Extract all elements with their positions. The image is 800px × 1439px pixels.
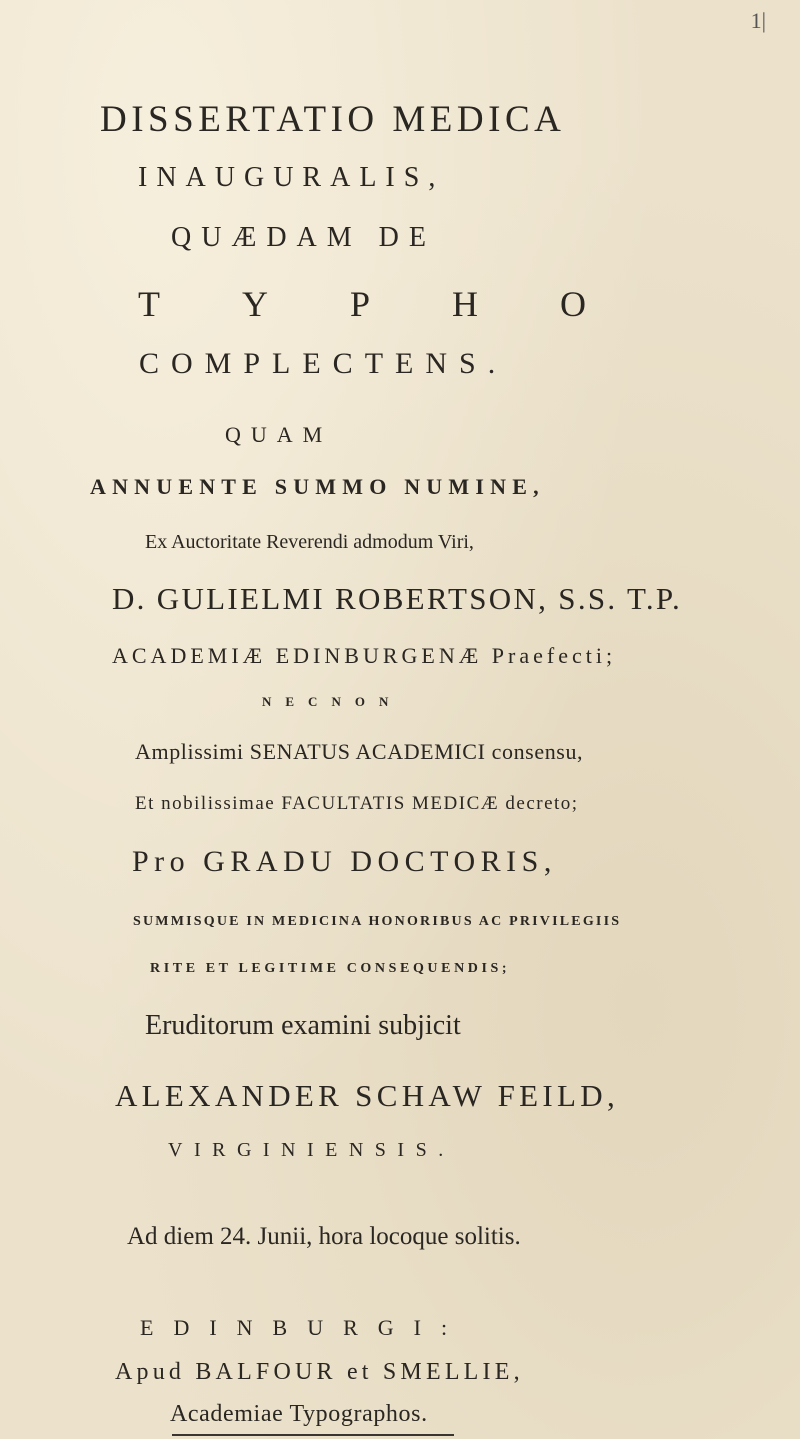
- amplissimi-line: Amplissimi SENATUS ACADEMICI consensu,: [135, 739, 584, 764]
- academiae-line: ACADEMIÆ EDINBURGENÆ Praefecti;: [112, 643, 617, 668]
- pro-gradu-line: Pro GRADU DOCTORIS,: [132, 845, 557, 878]
- defense-date-line: Ad diem 24. Junii, hora locoque solitis.: [127, 1223, 521, 1250]
- author-origin: VIRGINIENSIS.: [168, 1139, 455, 1161]
- title-inauguralis: INAUGURALIS,: [138, 162, 445, 193]
- title-quaedam-de: QUÆDAM DE: [171, 222, 436, 253]
- folio-mark: 1|: [750, 8, 766, 33]
- title-complectens: COMPLECTENS.: [139, 347, 508, 380]
- et-nobilissimae-line: Et nobilissimae FACULTATIS MEDICÆ decreto;: [135, 793, 579, 814]
- rite-line: RITE ET LEGITIME CONSEQUENDIS;: [150, 961, 511, 976]
- title-typho: TYPHO: [138, 284, 669, 324]
- imprint-printers: Apud BALFOUR et SMELLIE,: [115, 1359, 524, 1385]
- imprint-city: EDINBURGI:: [140, 1315, 468, 1340]
- annuente-line: ANNUENTE SUMMO NUMINE,: [90, 474, 545, 499]
- dedicatee-name: D. GULIELMI ROBERTSON, S.S. T.P.: [112, 581, 683, 616]
- summisque-line: SUMMISQUE IN MEDICINA HONORIBUS AC PRIVILEGIIS: [133, 914, 622, 929]
- author-name: ALEXANDER SCHAW FEILD,: [115, 1078, 620, 1113]
- imprint-rule: [172, 1434, 454, 1436]
- necnon-label: NECNON: [262, 694, 403, 709]
- title-dissertatio-medica: DISSERTATIO MEDICA: [100, 99, 566, 140]
- eruditorum-line: Eruditorum examini subjicit: [145, 1010, 461, 1041]
- quam-label: QUAM: [225, 422, 333, 447]
- imprint-typographos: Academiae Typographos.: [170, 1401, 428, 1427]
- ex-auctoritate-line: Ex Auctoritate Reverendi admodum Viri,: [145, 531, 474, 553]
